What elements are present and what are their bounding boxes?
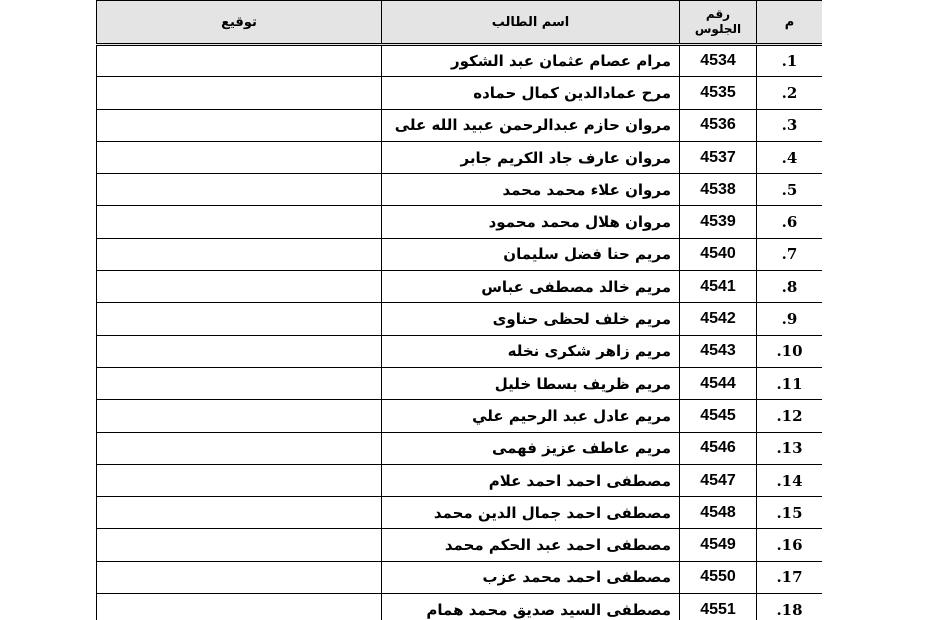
- student-name: مروان حازم عبدالرحمن عبيد الله على: [382, 109, 680, 141]
- signature-cell: [97, 271, 382, 303]
- signature-cell: [97, 141, 382, 173]
- table-body: [97, 45, 823, 620]
- row-number: 16.: [757, 529, 823, 561]
- table-row: [97, 561, 823, 593]
- seat-number: 4536: [680, 109, 757, 141]
- signature-cell: [97, 432, 382, 464]
- seat-number: 4545: [680, 400, 757, 432]
- signature-cell: [97, 45, 382, 77]
- table-row: [97, 497, 823, 529]
- table-row: [97, 141, 823, 173]
- signature-cell: [97, 561, 382, 593]
- student-name: مصطفى احمد احمد علام: [382, 464, 680, 496]
- row-number: 14.: [757, 464, 823, 496]
- seat-number: 4548: [680, 497, 757, 529]
- table-row: [97, 303, 823, 335]
- seat-number: 4547: [680, 464, 757, 496]
- row-number: 3.: [757, 109, 823, 141]
- student-name: مروان علاء محمد محمد: [382, 174, 680, 206]
- student-name: مروان عارف جاد الكريم جابر: [382, 141, 680, 173]
- seat-number: 4543: [680, 335, 757, 367]
- table-row: [97, 109, 823, 141]
- table-row: [97, 432, 823, 464]
- student-name: مريم ظريف بسطا خليل: [382, 367, 680, 399]
- row-number: 18.: [757, 594, 823, 620]
- student-name: مصطفى احمد جمال الدين محمد: [382, 497, 680, 529]
- student-name: مصطفى احمد محمد عزب: [382, 561, 680, 593]
- student-name: مريم عاطف عزيز فهمى: [382, 432, 680, 464]
- student-table: [96, 0, 822, 620]
- seat-number: 4538: [680, 174, 757, 206]
- row-number: 1.: [757, 45, 823, 77]
- signature-cell: [97, 400, 382, 432]
- signature-cell: [97, 594, 382, 620]
- row-number: 11.: [757, 367, 823, 399]
- row-number: 12.: [757, 400, 823, 432]
- student-name: مروان هلال محمد محمود: [382, 206, 680, 238]
- header-signature: توقيع: [97, 1, 382, 45]
- table-row: [97, 367, 823, 399]
- student-name: مصطفى احمد عبد الحكم محمد: [382, 529, 680, 561]
- student-name: مرح عمادالدين كمال حماده: [382, 77, 680, 109]
- seat-number: 4535: [680, 77, 757, 109]
- table-row: [97, 464, 823, 496]
- table-row: [97, 238, 823, 270]
- signature-cell: [97, 367, 382, 399]
- table-row: [97, 400, 823, 432]
- row-number: 7.: [757, 238, 823, 270]
- table-row: [97, 206, 823, 238]
- table-row: [97, 529, 823, 561]
- signature-cell: [97, 497, 382, 529]
- student-name: مصطفى السيد صديق محمد همام: [382, 594, 680, 620]
- header-number: م: [757, 1, 823, 45]
- student-name: مريم خلف لحظى حناوى: [382, 303, 680, 335]
- row-number: 10.: [757, 335, 823, 367]
- signature-cell: [97, 174, 382, 206]
- row-number: 4.: [757, 141, 823, 173]
- row-number: 6.: [757, 206, 823, 238]
- table-row: [97, 594, 823, 620]
- row-number: 5.: [757, 174, 823, 206]
- seat-number: 4544: [680, 367, 757, 399]
- row-number: 2.: [757, 77, 823, 109]
- signature-cell: [97, 206, 382, 238]
- table-header: [97, 1, 823, 45]
- signature-cell: [97, 464, 382, 496]
- seat-number: 4542: [680, 303, 757, 335]
- table-row: [97, 335, 823, 367]
- seat-number: 4539: [680, 206, 757, 238]
- signature-cell: [97, 303, 382, 335]
- student-name: مريم خالد مصطفى عباس: [382, 271, 680, 303]
- signature-cell: [97, 529, 382, 561]
- seat-number: 4546: [680, 432, 757, 464]
- student-name: مريم زاهر شكرى نخله: [382, 335, 680, 367]
- seat-number: 4550: [680, 561, 757, 593]
- table-row: [97, 45, 823, 77]
- student-name: مريم حنا فضل سليمان: [382, 238, 680, 270]
- table-row: [97, 174, 823, 206]
- seat-number: 4540: [680, 238, 757, 270]
- signature-cell: [97, 238, 382, 270]
- seat-number: 4541: [680, 271, 757, 303]
- header-seat-line1: رقم: [705, 7, 731, 21]
- row-number: 15.: [757, 497, 823, 529]
- student-name: مريم عادل عبد الرحيم علي: [382, 400, 680, 432]
- signature-cell: [97, 335, 382, 367]
- seat-number: 4551: [680, 594, 757, 620]
- student-name: مرام عصام عثمان عبد الشكور: [382, 45, 680, 77]
- seat-number: 4549: [680, 529, 757, 561]
- table-row: [97, 77, 823, 109]
- row-number: 17.: [757, 561, 823, 593]
- row-number: 13.: [757, 432, 823, 464]
- signature-cell: [97, 77, 382, 109]
- header-seat-number: [680, 1, 757, 45]
- row-number: 9.: [757, 303, 823, 335]
- table-row: [97, 271, 823, 303]
- signature-cell: [97, 109, 382, 141]
- seat-number: 4534: [680, 45, 757, 77]
- row-number: 8.: [757, 271, 823, 303]
- header-student-name: اسم الطالب: [382, 1, 680, 45]
- attendance-sheet: [96, 0, 822, 620]
- seat-number: 4537: [680, 141, 757, 173]
- header-seat-line2: الجلوس: [694, 22, 742, 36]
